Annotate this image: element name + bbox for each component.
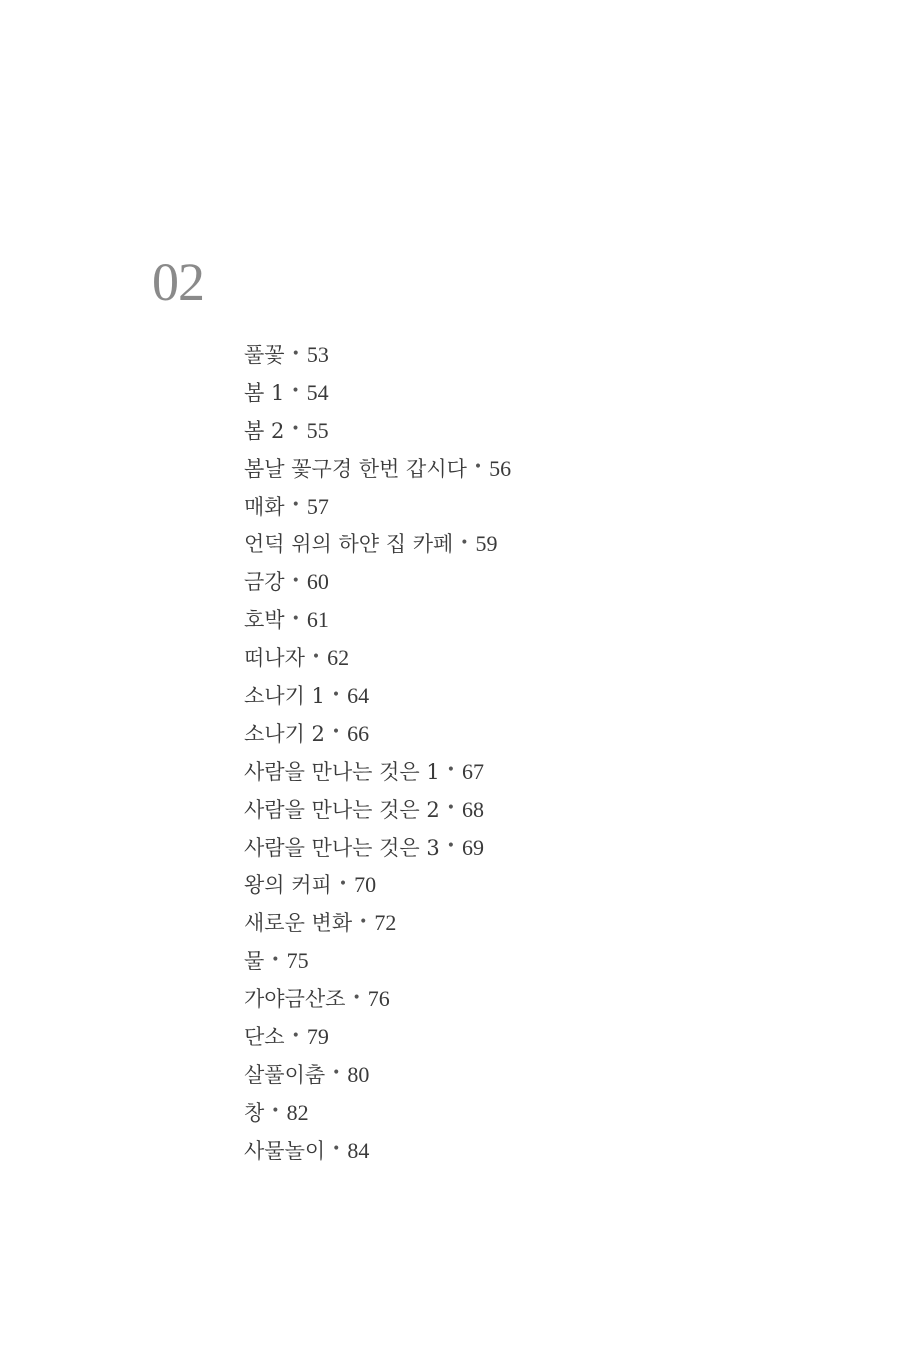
toc-separator: • bbox=[332, 1141, 341, 1158]
toc-separator: • bbox=[291, 383, 300, 400]
toc-entry bbox=[244, 1018, 511, 1056]
toc-separator: • bbox=[473, 459, 483, 476]
toc-title: 소나기 1 bbox=[244, 684, 325, 709]
toc-title: 새로운 변화 bbox=[244, 911, 353, 936]
toc-title: 봄 1 bbox=[244, 380, 285, 405]
toc-entry bbox=[244, 942, 511, 980]
toc-page-number: 53 bbox=[306, 342, 329, 367]
toc-entry bbox=[244, 639, 511, 677]
toc-title: 창 bbox=[244, 1100, 265, 1125]
toc-entry bbox=[244, 488, 511, 526]
toc-separator: • bbox=[291, 421, 300, 438]
toc-separator: • bbox=[331, 724, 341, 741]
toc-separator: • bbox=[446, 800, 455, 817]
toc-separator: • bbox=[291, 610, 300, 627]
toc-page-number: 79 bbox=[306, 1024, 329, 1050]
toc-title: 풀꽃 bbox=[244, 343, 285, 367]
toc-title: 봄날 꽃구경 한번 갑시다 bbox=[244, 456, 467, 481]
toc-entry bbox=[244, 980, 511, 1018]
toc-title: 호박 bbox=[244, 608, 285, 633]
toc-title: 사람을 만나는 것은 3 bbox=[244, 835, 440, 860]
toc-separator: • bbox=[460, 535, 469, 551]
toc-separator: • bbox=[291, 572, 300, 589]
toc-page-number: 60 bbox=[306, 569, 329, 595]
toc-page-number: 70 bbox=[354, 872, 377, 898]
toc-page-number: 56 bbox=[489, 455, 512, 481]
toc-entry bbox=[244, 412, 511, 450]
toc-page-number: 69 bbox=[461, 834, 484, 860]
toc-entry bbox=[244, 601, 511, 639]
toc-separator: • bbox=[331, 686, 341, 703]
toc-title: 가야금산조 bbox=[244, 987, 346, 1012]
toc-title: 사람을 만나는 것은 1 bbox=[244, 759, 440, 784]
toc-page-number: 67 bbox=[461, 758, 484, 784]
toc-title: 언덕 위의 하얀 집 카페 bbox=[244, 532, 454, 557]
toc-title: 살풀이춤 bbox=[244, 1062, 326, 1087]
toc-title: 단소 bbox=[244, 1025, 285, 1050]
toc-page-number: 57 bbox=[306, 493, 329, 519]
toc-page-number: 64 bbox=[347, 683, 370, 709]
toc-title: 떠나자 bbox=[244, 646, 305, 671]
toc-entry bbox=[244, 715, 511, 753]
toc-entry bbox=[244, 829, 511, 867]
toc-entry bbox=[244, 1094, 511, 1132]
toc-separator: • bbox=[271, 1103, 280, 1120]
toc-page-number: 66 bbox=[347, 720, 370, 746]
toc-page-number: 55 bbox=[306, 417, 329, 443]
toc-separator: • bbox=[271, 951, 280, 968]
toc-entry bbox=[244, 450, 511, 488]
toc-title: 사람을 만나는 것은 2 bbox=[244, 797, 440, 822]
table-of-contents bbox=[244, 336, 511, 1170]
toc-page-number: 76 bbox=[367, 986, 390, 1012]
toc-page-number: 68 bbox=[461, 796, 484, 822]
toc-entry bbox=[244, 791, 511, 829]
toc-title: 금강 bbox=[244, 570, 285, 595]
toc-entry bbox=[244, 374, 511, 412]
toc-page-number: 75 bbox=[286, 948, 309, 974]
toc-entry bbox=[244, 563, 511, 601]
toc-page-number: 61 bbox=[306, 607, 329, 633]
toc-title: 매화 bbox=[244, 494, 285, 519]
toc-entry bbox=[244, 753, 511, 791]
toc-page-number: 54 bbox=[306, 379, 329, 405]
toc-separator: • bbox=[446, 838, 455, 855]
toc-separator: • bbox=[338, 876, 348, 893]
toc-separator: • bbox=[352, 989, 361, 1006]
toc-title: 물 bbox=[244, 949, 265, 974]
toc-separator: • bbox=[291, 345, 300, 362]
toc-separator: • bbox=[291, 497, 300, 514]
toc-title: 왕의 커피 bbox=[244, 873, 332, 898]
toc-entry bbox=[244, 866, 511, 904]
toc-page-number: 62 bbox=[327, 645, 350, 671]
toc-entry bbox=[244, 1132, 511, 1170]
toc-entry bbox=[244, 1056, 511, 1094]
toc-page-number: 84 bbox=[347, 1137, 370, 1163]
toc-title: 소나기 2 bbox=[244, 721, 325, 746]
toc-separator: • bbox=[311, 648, 321, 665]
toc-page-number: 59 bbox=[475, 531, 498, 557]
toc-title: 봄 2 bbox=[244, 418, 285, 443]
toc-separator: • bbox=[359, 913, 368, 930]
toc-separator: • bbox=[291, 1027, 300, 1044]
toc-separator: • bbox=[446, 762, 455, 779]
toc-page-number: 82 bbox=[286, 1099, 309, 1125]
toc-separator: • bbox=[332, 1065, 341, 1082]
section-number: 02 bbox=[152, 252, 204, 312]
toc-entry bbox=[244, 525, 511, 563]
toc-entry bbox=[244, 336, 511, 374]
toc-page-number: 72 bbox=[374, 910, 397, 936]
toc-entry bbox=[244, 677, 511, 715]
toc-page-number: 80 bbox=[347, 1061, 370, 1087]
toc-entry bbox=[244, 904, 511, 942]
toc-title: 사물놀이 bbox=[244, 1138, 326, 1163]
